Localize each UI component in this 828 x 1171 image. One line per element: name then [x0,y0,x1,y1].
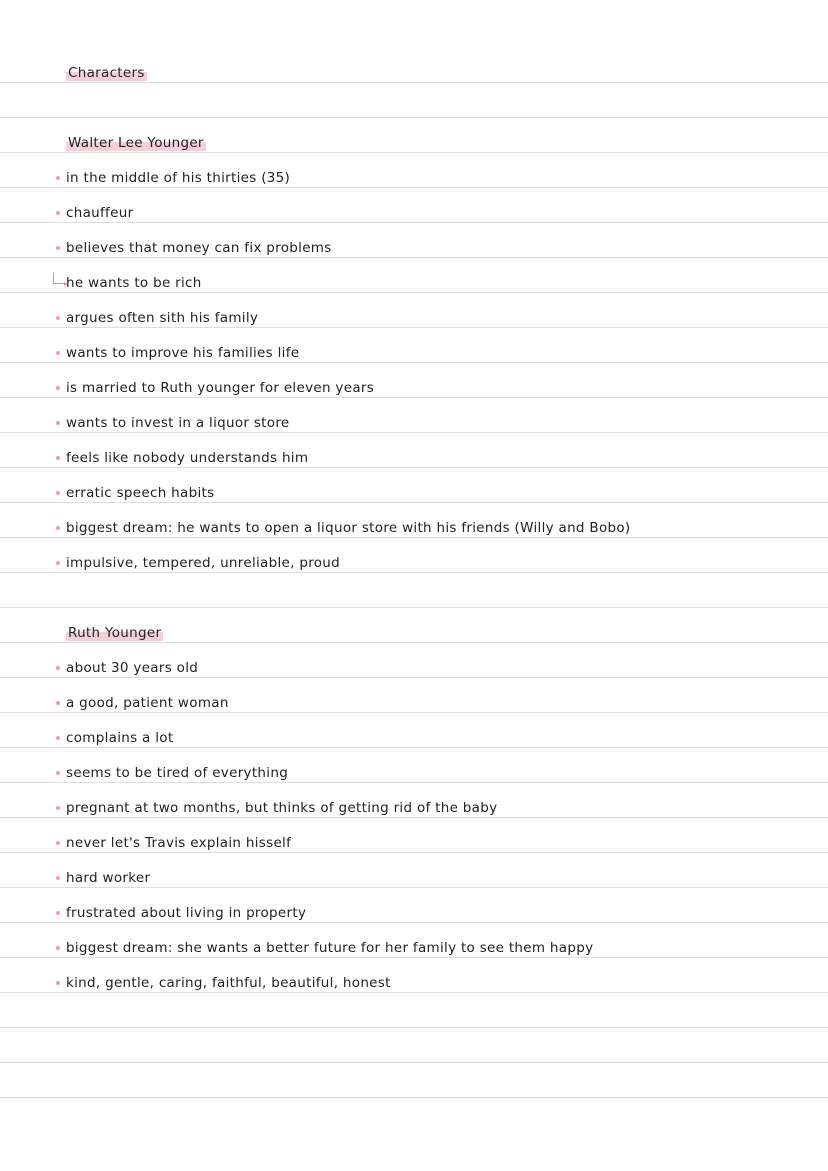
list-item [0,448,828,468]
ruled-line [0,1027,828,1028]
bullet-icon [56,351,60,355]
ruled-line [0,607,828,608]
item-text: about 30 years old [66,660,199,676]
bullet-icon [56,841,60,845]
item-text: complains a lot [66,730,174,746]
bullet-icon [56,911,60,915]
bullet-icon [56,421,60,425]
item-text: hard worker [66,870,151,886]
list-item [0,343,828,363]
bullet-icon [56,876,60,880]
list-item [0,273,828,293]
list-item [0,658,828,678]
ruled-line [0,1062,828,1063]
bullet-icon [56,946,60,950]
list-item [0,798,828,818]
heading-text: Characters [68,65,145,81]
list-item [0,378,828,398]
item-text: impulsive, tempered, unreliable, proud [66,555,341,571]
list-item [0,868,828,888]
item-text: he wants to be rich [66,275,202,291]
list-item [0,238,828,258]
bullet-icon [56,701,60,705]
bullet-icon [56,526,60,530]
bullet-icon [56,491,60,495]
bullet-icon [56,561,60,565]
item-text: a good, patient woman [66,695,229,711]
item-text: believes that money can fix problems [66,240,332,256]
item-text: erratic speech habits [66,485,215,501]
bullet-icon [56,981,60,985]
list-item [0,903,828,923]
item-text: argues often sith his family [66,310,259,326]
item-text: pregnant at two months, but thinks of getting rid of the baby [66,800,498,816]
list-item [0,308,828,328]
list-item [0,483,828,503]
item-text: biggest dream: she wants a better future for her family to see them happy [66,940,594,956]
bullet-icon [56,246,60,250]
ruled-line [0,1097,828,1098]
bullet-icon [56,176,60,180]
list-item [0,203,828,223]
page-title [66,63,828,83]
item-text: feels like nobody understands him [66,450,309,466]
item-text: in the middle of his thirties (35) [66,170,291,186]
sub-arrow-icon [53,273,64,284]
list-item [0,518,828,538]
item-text: wants to improve his families life [66,345,300,361]
item-text: frustrated about living in property [66,905,307,921]
bullet-icon [56,666,60,670]
list-item [0,938,828,958]
bullet-icon [56,386,60,390]
item-text: biggest dream: he wants to open a liquor store with his friends (Willy and Bobo) [66,520,631,536]
item-text: is married to Ruth younger for eleven years [66,380,375,396]
ruled-line [0,117,828,118]
item-text: kind, gentle, caring, faithful, beautiful, honest [66,975,391,991]
bullet-icon [56,736,60,740]
item-text: chauffeur [66,205,134,221]
heading-text: Ruth Younger [68,625,162,641]
list-item [0,728,828,748]
heading-text: Walter Lee Younger [68,135,204,151]
bullet-icon [56,806,60,810]
list-item [0,833,828,853]
bullet-icon [56,456,60,460]
list-item [0,973,828,993]
section-heading [66,623,828,643]
list-item [0,763,828,783]
item-text: seems to be tired of everything [66,765,289,781]
list-item [0,553,828,573]
bullet-icon [56,316,60,320]
list-item [0,413,828,433]
bullet-icon [56,771,60,775]
item-text: never let's Travis explain hisself [66,835,292,851]
item-text: wants to invest in a liquor store [66,415,290,431]
list-item [0,693,828,713]
bullet-icon [56,211,60,215]
list-item [0,168,828,188]
section-heading [66,133,828,153]
